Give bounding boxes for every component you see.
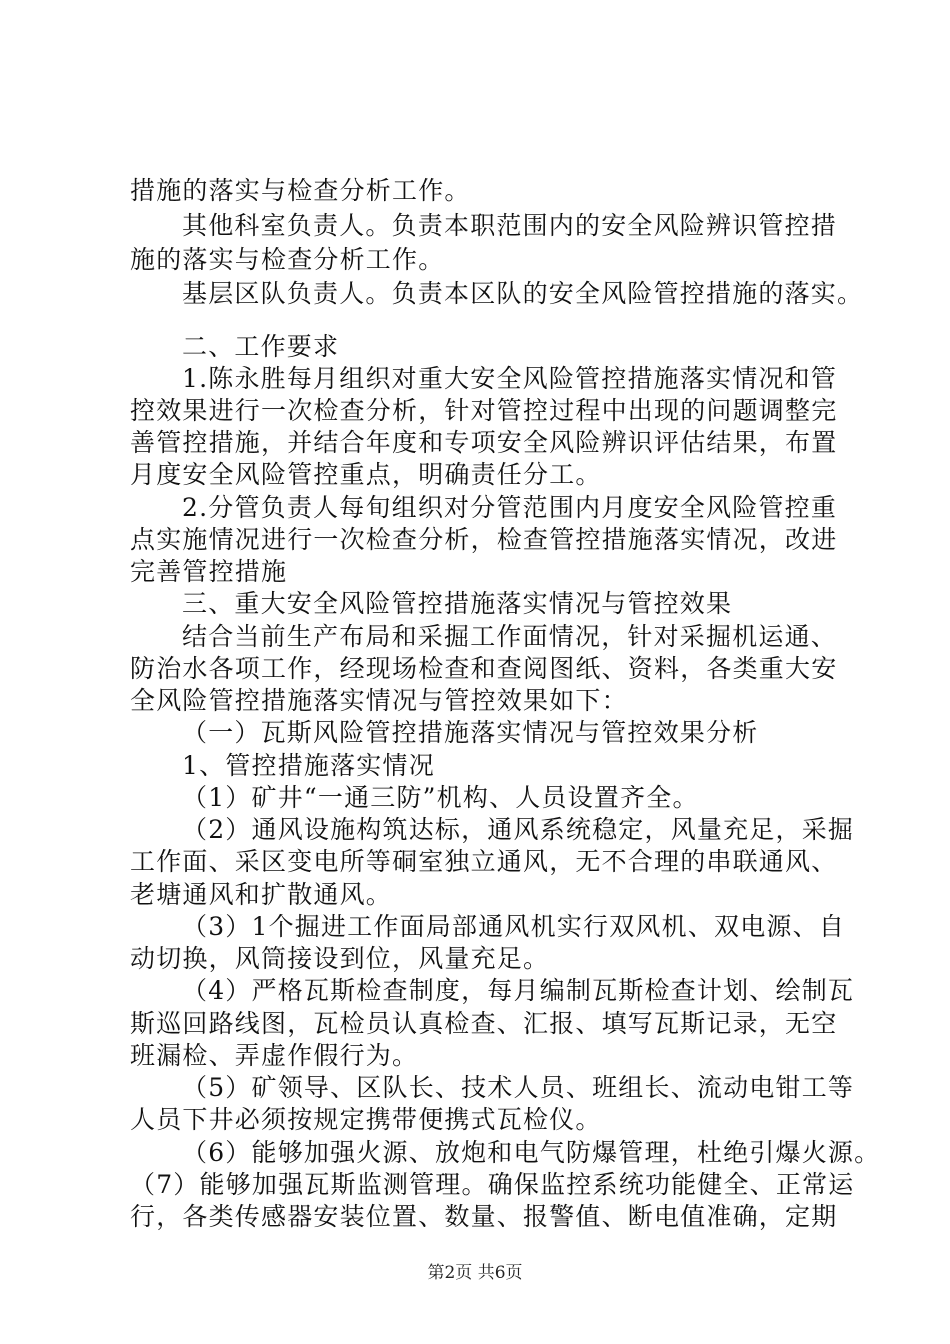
text-line: 结合当前生产布局和采掘工作面情况，针对采掘机运通、	[182, 622, 838, 651]
list-item: （1）矿井“一通三防”机构、人员设置齐全。	[182, 783, 699, 812]
text-line: 工作面、采区变电所等硐室独立通风，无不合理的串联通风、	[130, 847, 838, 876]
text-line: 斯巡回路线图，瓦检员认真检查、汇报、填写瓦斯记录，无空	[130, 1009, 838, 1038]
text-line: 控效果进行一次检查分析，针对管控过程中出现的问题调整完	[130, 396, 838, 425]
list-item: （4）严格瓦斯检查制度，每月编制瓦斯检查计划、绘制瓦	[182, 976, 855, 1005]
text-line: 完善管控措施	[130, 557, 288, 586]
list-item: （7）能够加强瓦斯监测管理。确保监控系统功能健全、正常运	[130, 1170, 855, 1199]
text-line: 善管控措施，并结合年度和专项安全风险辨识评估结果，布置	[130, 428, 838, 457]
text-line: 全风险管控措施落实情况与管控效果如下：	[130, 686, 628, 715]
list-item: （3）1个掘进工作面局部通风机实行双风机、双电源、自	[182, 912, 846, 941]
page-footer: 第2页 共6页	[427, 1263, 523, 1283]
text-line: 1.陈永胜每月组织对重大安全风险管控措施落实情况和管	[182, 364, 838, 393]
subsection-heading: 1、管控措施落实情况	[182, 751, 435, 780]
list-item: （5）矿领导、区队长、技术人员、班组长、流动电钳工等	[182, 1073, 855, 1102]
text-line: 月度安全风险管控重点，明确责任分工。	[130, 460, 602, 489]
subsection-heading: （一）瓦斯风险管控措施落实情况与管控效果分析	[182, 718, 759, 747]
text-line: 动切换，风筒接设到位，风量充足。	[130, 944, 550, 973]
text-line: 老塘通风和扩散通风。	[130, 880, 393, 909]
text-line: 人员下井必须按规定携带便携式瓦检仪。	[130, 1105, 602, 1134]
text-line: 其他科室负责人。负责本职范围内的安全风险辨识管控措	[182, 211, 838, 240]
text-line: 班漏检、弄虚作假行为。	[130, 1041, 419, 1070]
text-line: 防治水各项工作，经现场检查和查阅图纸、资料，各类重大安	[130, 654, 838, 683]
list-item: （6）能够加强火源、放炮和电气防爆管理，杜绝引爆火源。	[182, 1138, 881, 1167]
text-line: 施的落实与检查分析工作。	[130, 245, 445, 274]
list-item: （2）通风设施构筑达标，通风系统稳定，风量充足，采掘	[182, 815, 855, 844]
section-heading: 二、工作要求	[182, 332, 340, 361]
section-heading: 三、重大安全风险管控措施落实情况与管控效果	[182, 589, 733, 618]
text-line: 2.分管负责人每旬组织对分管范围内月度安全风险管控重	[182, 493, 838, 522]
text-line: 行，各类传感器安装位置、数量、报警值、断电值准确，定期	[130, 1202, 838, 1231]
text-line: 点实施情况进行一次检查分析，检查管控措施落实情况，改进	[130, 525, 838, 554]
text-line: 措施的落实与检查分析工作。	[130, 176, 471, 205]
text-line: 基层区队负责人。负责本区队的安全风险管控措施的落实。	[182, 279, 864, 308]
